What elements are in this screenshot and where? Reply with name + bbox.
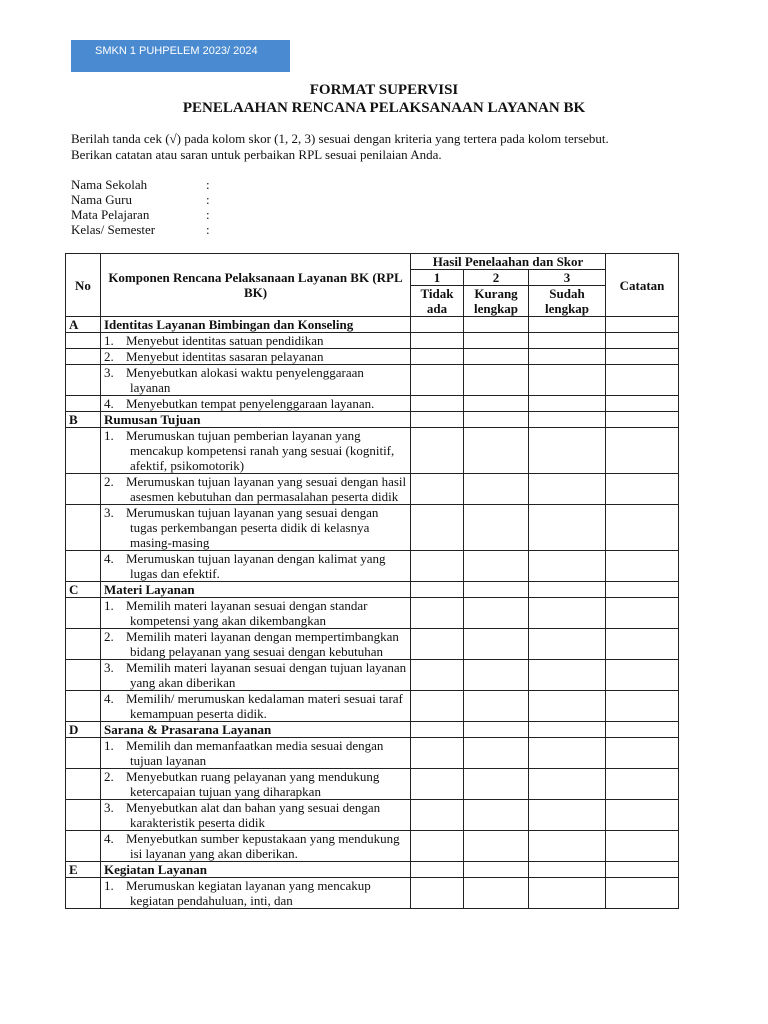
notes-cell[interactable] — [606, 582, 679, 598]
score-cell[interactable] — [529, 769, 606, 800]
section-letter: C — [66, 582, 101, 598]
item-text — [101, 474, 411, 505]
score-cell[interactable] — [464, 660, 529, 691]
item-number: 3. — [104, 800, 114, 815]
field-colon: : — [206, 192, 210, 207]
document-subtitle: PENELAAHAN RENCANA PELAKSANAAN LAYANAN BK — [182, 100, 586, 116]
item-text — [101, 738, 411, 769]
score-cell[interactable] — [464, 551, 529, 582]
supervision-table — [65, 253, 679, 909]
score-cell[interactable] — [529, 396, 606, 412]
section-title: Materi Layanan — [101, 582, 411, 598]
item-label: Memilih materi layanan dengan mempertimbangkan bidang pelayanan yang sesuai dengan kebutuhan — [126, 629, 399, 659]
table-row — [66, 428, 679, 474]
school-year-banner: SMKN 1 PUHPELEM 2023/ 2024 — [71, 40, 290, 72]
score-cell[interactable] — [411, 598, 464, 629]
instruction-line: Berilah tanda cek (√) pada kolom skor (1, 2, 3) sesuai dengan kriteria yang tertera pada kolom tersebut. — [71, 131, 609, 146]
item-number: 4. — [104, 691, 114, 706]
section-row — [66, 412, 679, 428]
score-cell[interactable] — [464, 598, 529, 629]
section-row — [66, 582, 679, 598]
notes-cell[interactable] — [606, 831, 679, 862]
field-label: Kelas/ Semester — [71, 222, 156, 237]
item-number: 1. — [104, 878, 114, 893]
table-row — [66, 551, 679, 582]
score-cell[interactable] — [529, 582, 606, 598]
table-row — [66, 629, 679, 660]
item-label: Menyebutkan tempat penyelenggaraan layanan. — [126, 396, 375, 411]
notes-cell[interactable] — [606, 878, 679, 909]
field-colon: : — [206, 207, 210, 222]
score-cell[interactable] — [529, 862, 606, 878]
notes-cell[interactable] — [606, 317, 679, 333]
item-label: Menyebutkan sumber kepustakaan yang mendukung isi layanan yang akan diberikan. — [126, 831, 400, 861]
table-row — [66, 660, 679, 691]
score-cell[interactable] — [529, 722, 606, 738]
notes-cell[interactable] — [606, 396, 679, 412]
notes-cell[interactable] — [606, 333, 679, 349]
notes-cell[interactable] — [606, 428, 679, 474]
item-label: Menyebut identitas sasaran pelayanan — [126, 349, 324, 364]
score-cell[interactable] — [411, 412, 464, 428]
notes-cell[interactable] — [606, 738, 679, 769]
item-label: Memilih/ merumuskan kedalaman materi sesuai taraf kemampuan peserta didik. — [126, 691, 403, 721]
item-label: Memilih dan memanfaatkan media sesuai dengan tujuan layanan — [126, 738, 384, 768]
score-cell[interactable] — [529, 349, 606, 365]
item-text — [101, 629, 411, 660]
score-cell[interactable] — [529, 598, 606, 629]
item-label: Menyebutkan alat dan bahan yang sesuai dengan karakteristik peserta didik — [126, 800, 381, 830]
section-row — [66, 862, 679, 878]
score-label-sudah-lengkap: Sudah lengkap — [529, 286, 606, 317]
table-row — [66, 474, 679, 505]
notes-cell[interactable] — [606, 412, 679, 428]
section-title: Identitas Layanan Bimbingan dan Konseling — [101, 317, 411, 333]
score-cell[interactable] — [529, 505, 606, 551]
item-number: 1. — [104, 598, 114, 613]
item-label: Memilih materi layanan sesuai dengan standar kompetensi yang akan dikembangkan — [126, 598, 368, 628]
item-number: 4. — [104, 551, 114, 566]
score-cell[interactable] — [464, 769, 529, 800]
table-row — [66, 505, 679, 551]
item-text — [101, 691, 411, 722]
item-text — [101, 333, 411, 349]
section-title: Sarana & Prasarana Layanan — [101, 722, 411, 738]
section-letter: D — [66, 722, 101, 738]
table-row — [66, 598, 679, 629]
item-text — [101, 769, 411, 800]
score-cell[interactable] — [464, 317, 529, 333]
item-number: 2. — [104, 769, 114, 784]
field-school-name — [71, 177, 210, 192]
item-text — [101, 505, 411, 551]
notes-cell[interactable] — [606, 862, 679, 878]
score-cell[interactable] — [411, 691, 464, 722]
item-text — [101, 800, 411, 831]
item-text — [101, 878, 411, 909]
section-letter: B — [66, 412, 101, 428]
table-row — [66, 365, 679, 396]
score-cell[interactable] — [411, 738, 464, 769]
item-label: Menyebutkan ruang pelayanan yang mendukung ketercapaian tujuan yang diharapkan — [126, 769, 380, 799]
score-cell[interactable] — [464, 412, 529, 428]
score-cell[interactable] — [529, 428, 606, 474]
score-cell[interactable] — [411, 317, 464, 333]
score-cell[interactable] — [464, 738, 529, 769]
score-cell[interactable] — [464, 878, 529, 909]
score-cell[interactable] — [464, 722, 529, 738]
score-cell[interactable] — [529, 878, 606, 909]
instruction-line: Berikan catatan atau saran untuk perbaikan RPL sesuai penilaian Anda. — [71, 147, 442, 162]
header-no: No — [66, 254, 101, 317]
score-cell[interactable] — [411, 551, 464, 582]
table-row — [66, 878, 679, 909]
field-class-semester — [71, 222, 210, 237]
score-cell[interactable] — [411, 428, 464, 474]
item-text — [101, 598, 411, 629]
score-cell[interactable] — [529, 474, 606, 505]
score-3: 3 — [529, 270, 606, 286]
score-cell[interactable] — [411, 582, 464, 598]
score-cell[interactable] — [529, 629, 606, 660]
item-text — [101, 428, 411, 474]
score-cell[interactable] — [464, 691, 529, 722]
score-cell[interactable] — [529, 800, 606, 831]
score-cell[interactable] — [411, 769, 464, 800]
score-1: 1 — [411, 270, 464, 286]
score-cell[interactable] — [464, 505, 529, 551]
score-cell[interactable] — [411, 862, 464, 878]
header-component: Komponen Rencana Pelaksanaan Layanan BK (RPL BK) — [101, 254, 411, 317]
item-text — [101, 831, 411, 862]
field-colon: : — [206, 222, 210, 237]
score-cell[interactable] — [464, 800, 529, 831]
item-label: Merumuskan tujuan layanan dengan kalimat yang lugas dan efektif. — [126, 551, 386, 581]
table-row — [66, 831, 679, 862]
item-label: Merumuskan tujuan layanan yang sesuai dengan tugas perkembangan peserta didik di kelasnya masing-masing — [126, 505, 379, 550]
item-text — [101, 349, 411, 365]
document-title: FORMAT SUPERVISI — [309, 82, 459, 98]
notes-cell[interactable] — [606, 365, 679, 396]
score-cell[interactable] — [529, 691, 606, 722]
score-cell[interactable] — [529, 831, 606, 862]
score-cell[interactable] — [411, 474, 464, 505]
score-cell[interactable] — [411, 365, 464, 396]
item-label: Merumuskan tujuan pemberian layanan yang mencakup kompetensi ranah yang sesuai (kognitif, afektif, psikomotorik) — [126, 428, 395, 473]
item-number: 3. — [104, 365, 114, 380]
section-title: Kegiatan Layanan — [101, 862, 411, 878]
score-cell[interactable] — [411, 878, 464, 909]
header-notes: Catatan — [606, 254, 679, 317]
header-result: Hasil Penelaahan dan Skor — [411, 254, 606, 270]
score-2: 2 — [464, 270, 529, 286]
item-number: 1. — [104, 333, 114, 348]
notes-cell[interactable] — [606, 629, 679, 660]
score-cell[interactable] — [411, 396, 464, 412]
section-row — [66, 317, 679, 333]
score-cell[interactable] — [464, 428, 529, 474]
score-label-kurang-lengkap: Kurang lengkap — [464, 286, 529, 317]
table-row — [66, 396, 679, 412]
score-cell[interactable] — [411, 722, 464, 738]
item-text — [101, 660, 411, 691]
item-text — [101, 396, 411, 412]
score-cell[interactable] — [464, 396, 529, 412]
score-label-tidak-ada: Tidak ada — [411, 286, 464, 317]
item-number: 2. — [104, 349, 114, 364]
notes-cell[interactable] — [606, 598, 679, 629]
notes-cell[interactable] — [606, 722, 679, 738]
score-cell[interactable] — [411, 831, 464, 862]
score-cell[interactable] — [464, 365, 529, 396]
table-row — [66, 738, 679, 769]
item-number: 4. — [104, 831, 114, 846]
notes-cell[interactable] — [606, 551, 679, 582]
notes-cell[interactable] — [606, 505, 679, 551]
item-number: 1. — [104, 738, 114, 753]
item-label: Memilih materi layanan sesuai dengan tujuan layanan yang akan diberikan — [126, 660, 407, 690]
item-number: 1. — [104, 428, 114, 443]
item-label: Menyebut identitas satuan pendidikan — [126, 333, 324, 348]
item-number: 2. — [104, 474, 114, 489]
table-row — [66, 691, 679, 722]
score-cell[interactable] — [411, 629, 464, 660]
score-cell[interactable] — [411, 800, 464, 831]
score-cell[interactable] — [529, 317, 606, 333]
item-text — [101, 551, 411, 582]
score-cell[interactable] — [464, 333, 529, 349]
item-label: Menyebutkan alokasi waktu penyelenggaraan layanan — [126, 365, 364, 395]
score-cell[interactable] — [411, 333, 464, 349]
table-row — [66, 800, 679, 831]
score-cell[interactable] — [529, 551, 606, 582]
field-subject — [71, 207, 210, 222]
field-label: Nama Sekolah — [71, 177, 148, 192]
score-cell[interactable] — [464, 474, 529, 505]
item-number: 2. — [104, 629, 114, 644]
section-letter: E — [66, 862, 101, 878]
score-cell[interactable] — [529, 738, 606, 769]
score-cell[interactable] — [464, 629, 529, 660]
score-cell[interactable] — [464, 349, 529, 365]
score-cell[interactable] — [529, 412, 606, 428]
score-cell[interactable] — [464, 582, 529, 598]
score-cell[interactable] — [411, 660, 464, 691]
item-text — [101, 365, 411, 396]
instructions — [71, 131, 609, 163]
item-label: Merumuskan kegiatan layanan yang mencakup kegiatan pendahuluan, inti, dan — [126, 878, 371, 908]
notes-cell[interactable] — [606, 474, 679, 505]
notes-cell[interactable] — [606, 691, 679, 722]
notes-cell[interactable] — [606, 660, 679, 691]
table-row — [66, 349, 679, 365]
section-title: Rumusan Tujuan — [101, 412, 411, 428]
score-cell[interactable] — [529, 365, 606, 396]
score-cell[interactable] — [529, 333, 606, 349]
item-number: 3. — [104, 505, 114, 520]
item-number: 3. — [104, 660, 114, 675]
field-colon: : — [206, 177, 210, 192]
item-number: 4. — [104, 396, 114, 411]
field-label: Mata Pelajaran — [71, 207, 150, 222]
score-cell[interactable] — [529, 660, 606, 691]
notes-cell[interactable] — [606, 349, 679, 365]
item-label: Merumuskan tujuan layanan yang sesuai dengan hasil asesmen kebutuhan dan permasalahan peserta didik — [126, 474, 407, 504]
field-label: Nama Guru — [71, 192, 133, 207]
score-cell[interactable] — [411, 349, 464, 365]
score-cell[interactable] — [411, 505, 464, 551]
table-row — [66, 769, 679, 800]
field-teacher-name — [71, 192, 210, 207]
table-row — [66, 333, 679, 349]
notes-cell[interactable] — [606, 769, 679, 800]
section-letter: A — [66, 317, 101, 333]
score-cell[interactable] — [464, 862, 529, 878]
identity-fields — [71, 177, 210, 237]
notes-cell[interactable] — [606, 800, 679, 831]
section-row — [66, 722, 679, 738]
score-cell[interactable] — [464, 831, 529, 862]
